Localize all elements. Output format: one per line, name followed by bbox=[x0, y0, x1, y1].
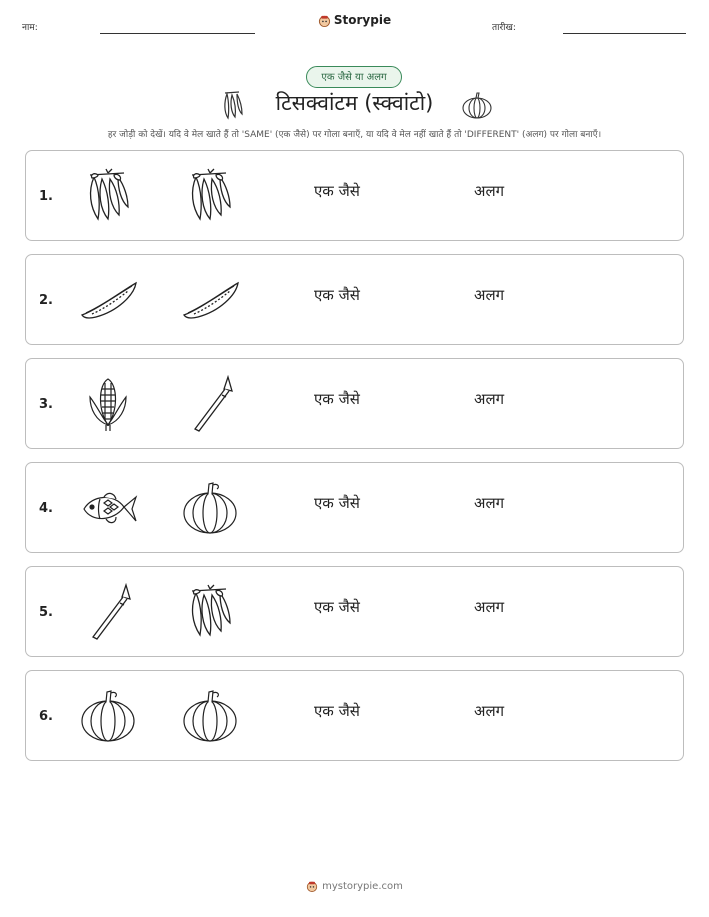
question-number: 3. bbox=[39, 397, 53, 412]
question-number: 4. bbox=[39, 501, 53, 516]
different-option[interactable]: अलग bbox=[474, 702, 505, 720]
pumpkin-icon bbox=[180, 687, 240, 745]
question-card bbox=[25, 358, 684, 449]
different-option[interactable]: अलग bbox=[474, 494, 505, 512]
same-option[interactable]: एक जैसे bbox=[314, 598, 360, 616]
corn-icon bbox=[78, 375, 138, 433]
beans-icon bbox=[180, 583, 240, 641]
different-option[interactable]: अलग bbox=[474, 286, 505, 304]
question-card bbox=[25, 254, 684, 345]
pumpkin-icon bbox=[461, 90, 493, 120]
worksheet-type-badge: एक जैसे या अलग bbox=[306, 66, 402, 88]
spear-icon bbox=[78, 583, 138, 641]
footer bbox=[0, 880, 709, 895]
canoe-icon bbox=[78, 271, 138, 329]
different-option[interactable]: अलग bbox=[474, 182, 505, 200]
name-line[interactable] bbox=[100, 33, 255, 34]
same-option[interactable]: एक जैसे bbox=[314, 182, 360, 200]
brand-name: Storypie bbox=[333, 13, 392, 27]
different-option[interactable]: अलग bbox=[474, 598, 505, 616]
different-option[interactable]: अलग bbox=[474, 390, 505, 408]
beans-icon bbox=[180, 167, 240, 225]
name-label: नाम: bbox=[22, 23, 38, 33]
question-number: 1. bbox=[39, 189, 53, 204]
date-label: तारीख: bbox=[492, 23, 516, 33]
question-card bbox=[25, 566, 684, 657]
same-option[interactable]: एक जैसे bbox=[314, 494, 360, 512]
date-line[interactable] bbox=[563, 33, 686, 34]
canoe-icon bbox=[180, 271, 240, 329]
spear-icon bbox=[180, 375, 240, 433]
question-card bbox=[25, 670, 684, 761]
fish-icon bbox=[78, 479, 138, 537]
storypie-logo-icon bbox=[318, 14, 331, 27]
pumpkin-icon bbox=[180, 479, 240, 537]
pumpkin-icon bbox=[78, 687, 138, 745]
question-number: 6. bbox=[39, 709, 53, 724]
same-option[interactable]: एक जैसे bbox=[314, 390, 360, 408]
footer-url: mystorypie.com bbox=[322, 880, 403, 892]
same-option[interactable]: एक जैसे bbox=[314, 286, 360, 304]
question-number: 2. bbox=[39, 293, 53, 308]
question-card bbox=[25, 462, 684, 553]
beans-icon bbox=[78, 167, 138, 225]
instructions: हर जोड़ी को देखें। यदि वे मेल खाते हैं तो 'SAME' (एक जैसे) पर गोला बनाएँ, या यदि वे मेल नहीं खाते हैं तो 'DIFFERENT' (अलग) पर गोला बनाएँ। bbox=[107, 130, 602, 140]
question-number: 5. bbox=[39, 605, 53, 620]
brand bbox=[0, 13, 709, 30]
same-option[interactable]: एक जैसे bbox=[314, 702, 360, 720]
question-card bbox=[25, 150, 684, 241]
page-title: टिसक्वांटम (स्क्वांटो) bbox=[275, 91, 434, 115]
storypie-logo-icon bbox=[306, 880, 318, 892]
